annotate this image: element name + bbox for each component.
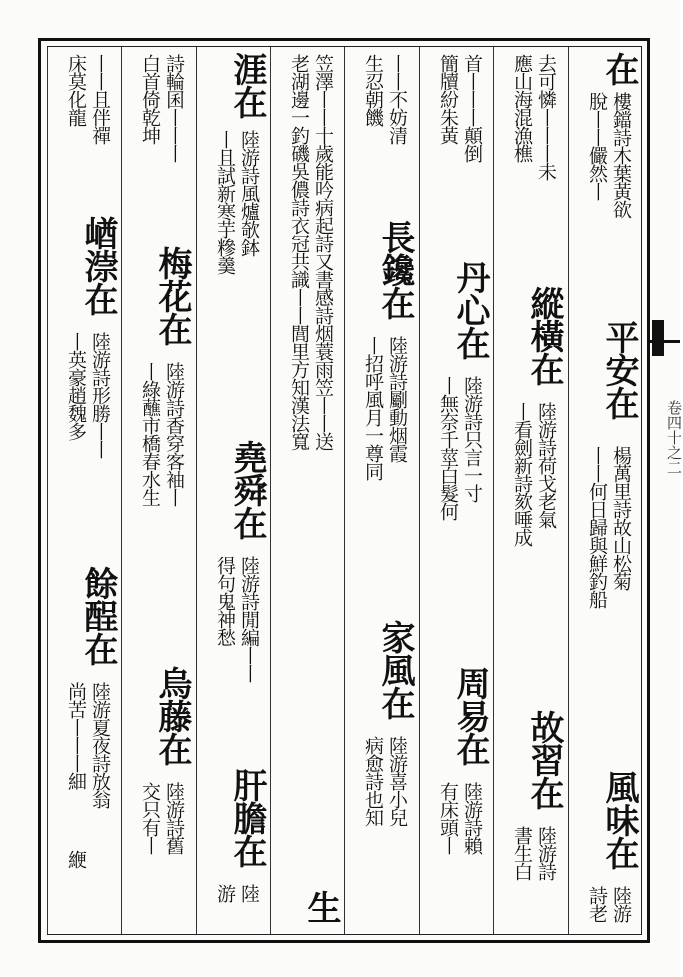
annotation-text: 生忍朝饑: [362, 54, 384, 126]
annotation-text: 陸游詩賴: [461, 782, 483, 854]
entry-heading: 丹心在: [450, 260, 490, 359]
annotation-text: 書生白: [511, 826, 533, 880]
entry-heading: 平安在: [599, 320, 639, 419]
annotation-text: 脫丨丨儼然丨: [586, 92, 608, 200]
entry-heading: 風味在: [599, 770, 639, 869]
column-rule: [121, 47, 122, 934]
annotation-text: 陸游詩風爐欹鉢: [238, 130, 260, 256]
annotation-text: 丨且試新寒芋糝羹: [214, 130, 236, 274]
annotation-text: 陸游: [610, 886, 632, 922]
annotation-text: 丨無奈千莖白髮何: [437, 376, 459, 520]
entry-heading: 烏藤在: [152, 666, 192, 765]
text-column: [282, 50, 341, 930]
column-rule: [196, 47, 197, 934]
text-column: [505, 50, 564, 930]
annotation-text: 床莫化龍: [65, 54, 87, 126]
annotation-text: 游: [214, 884, 236, 902]
annotation-text: 陸游詩香穿客袖丨: [163, 362, 185, 506]
text-column: [59, 50, 118, 930]
entry-heading: 在: [599, 52, 639, 85]
margin-title: 卷四十之二: [665, 400, 683, 475]
annotation-text: 丨丨不妨清: [386, 54, 408, 144]
annotation-text: 丨丨且伴禪: [89, 54, 111, 144]
annotation-text: 詩老: [586, 886, 608, 922]
entry-heading: 堯舜在: [227, 440, 267, 539]
annotation-text: 交只有丨: [139, 782, 161, 854]
column-rule: [419, 47, 420, 934]
column-rule: [47, 47, 48, 934]
entry-heading: 周易在: [450, 666, 490, 765]
annotation-text: 陸游喜小兒: [386, 736, 408, 826]
column-rule: [568, 47, 569, 934]
annotation-text: 白首倚乾坤: [139, 54, 161, 144]
annotation-text: 有床頭丨: [437, 782, 459, 854]
entry-heading: 肝膽在: [227, 768, 267, 867]
column-rule: [344, 47, 345, 934]
page-margin: [651, 40, 683, 640]
annotation-text: 得句鬼神愁: [214, 556, 236, 646]
annotation-text: 首丨丨丨顛倒: [461, 54, 483, 162]
annotation-text: 陸游詩形勝丨丨: [89, 332, 111, 458]
entry-heading: 家風在: [375, 620, 415, 719]
annotation-text: 尚苦丨丨丨細: [65, 682, 87, 790]
text-column: [208, 50, 267, 930]
annotation-text: 陸游詩: [535, 826, 557, 880]
annotation-text: 陸游詩閒編丨丨: [238, 556, 260, 682]
entry-heading: 長鑱在: [375, 220, 415, 319]
annotation-text: 老湖邊一釣磯吳儂詩衣冠共識丨丨閭里方知漢法寬: [288, 54, 310, 450]
annotation-text: 緶: [65, 850, 87, 868]
text-column: [431, 50, 490, 930]
column-rule: [493, 47, 494, 934]
entry-heading: 餘酲在: [78, 566, 118, 665]
annotation-text: 樓鐺詩木葉黃欲: [610, 92, 632, 218]
annotation-text: 詩輪囷丨丨丨: [163, 54, 185, 162]
entry-heading: 梅花在: [152, 246, 192, 345]
annotation-text: 陸游詩只言一寸: [461, 376, 483, 502]
annotation-text: 簡牘紛朱黃: [437, 54, 459, 144]
annotation-text: 丨綠蘸市橋春水生: [139, 362, 161, 506]
entry-heading: 縱橫在: [524, 286, 564, 385]
annotation-text: 病愈詩也知: [362, 736, 384, 826]
annotation-text: 丨看劍新詩欬唾成: [511, 402, 533, 546]
text-column: [580, 50, 639, 930]
annotation-text: 笠澤丨丨十歲能吟病起詩又書感詩烟蓑雨笠丨丨送: [312, 54, 334, 450]
annotation-text: 丨英豪趙魏多: [65, 332, 87, 440]
entry-heading: 崷漴在: [78, 216, 118, 315]
entry-heading: 涯在: [227, 52, 267, 118]
entry-heading: 故習在: [524, 710, 564, 809]
annotation-text: 陸游詩劚動烟霞: [386, 336, 408, 462]
column-rule: [270, 47, 271, 934]
annotation-text: 陸: [238, 884, 260, 902]
annotation-text: 陸游詩舊: [163, 782, 185, 854]
entry-heading: 生: [301, 890, 341, 923]
annotation-text: 丨招呼風月一尊同: [362, 336, 384, 480]
annotation-text: 楊萬里詩故山松菊: [610, 446, 632, 590]
annotation-text: 去可憐丨丨丨未: [535, 54, 557, 180]
annotation-text: 應山海混漁樵: [511, 54, 533, 162]
text-column: [133, 50, 192, 930]
text-column: [356, 50, 415, 930]
annotation-text: 陸游夏夜詩放翁: [89, 682, 111, 808]
annotation-text: 陸游詩荷戈老氣: [535, 402, 557, 528]
annotation-text: 丨丨何日歸與鮮釣船: [586, 446, 608, 608]
